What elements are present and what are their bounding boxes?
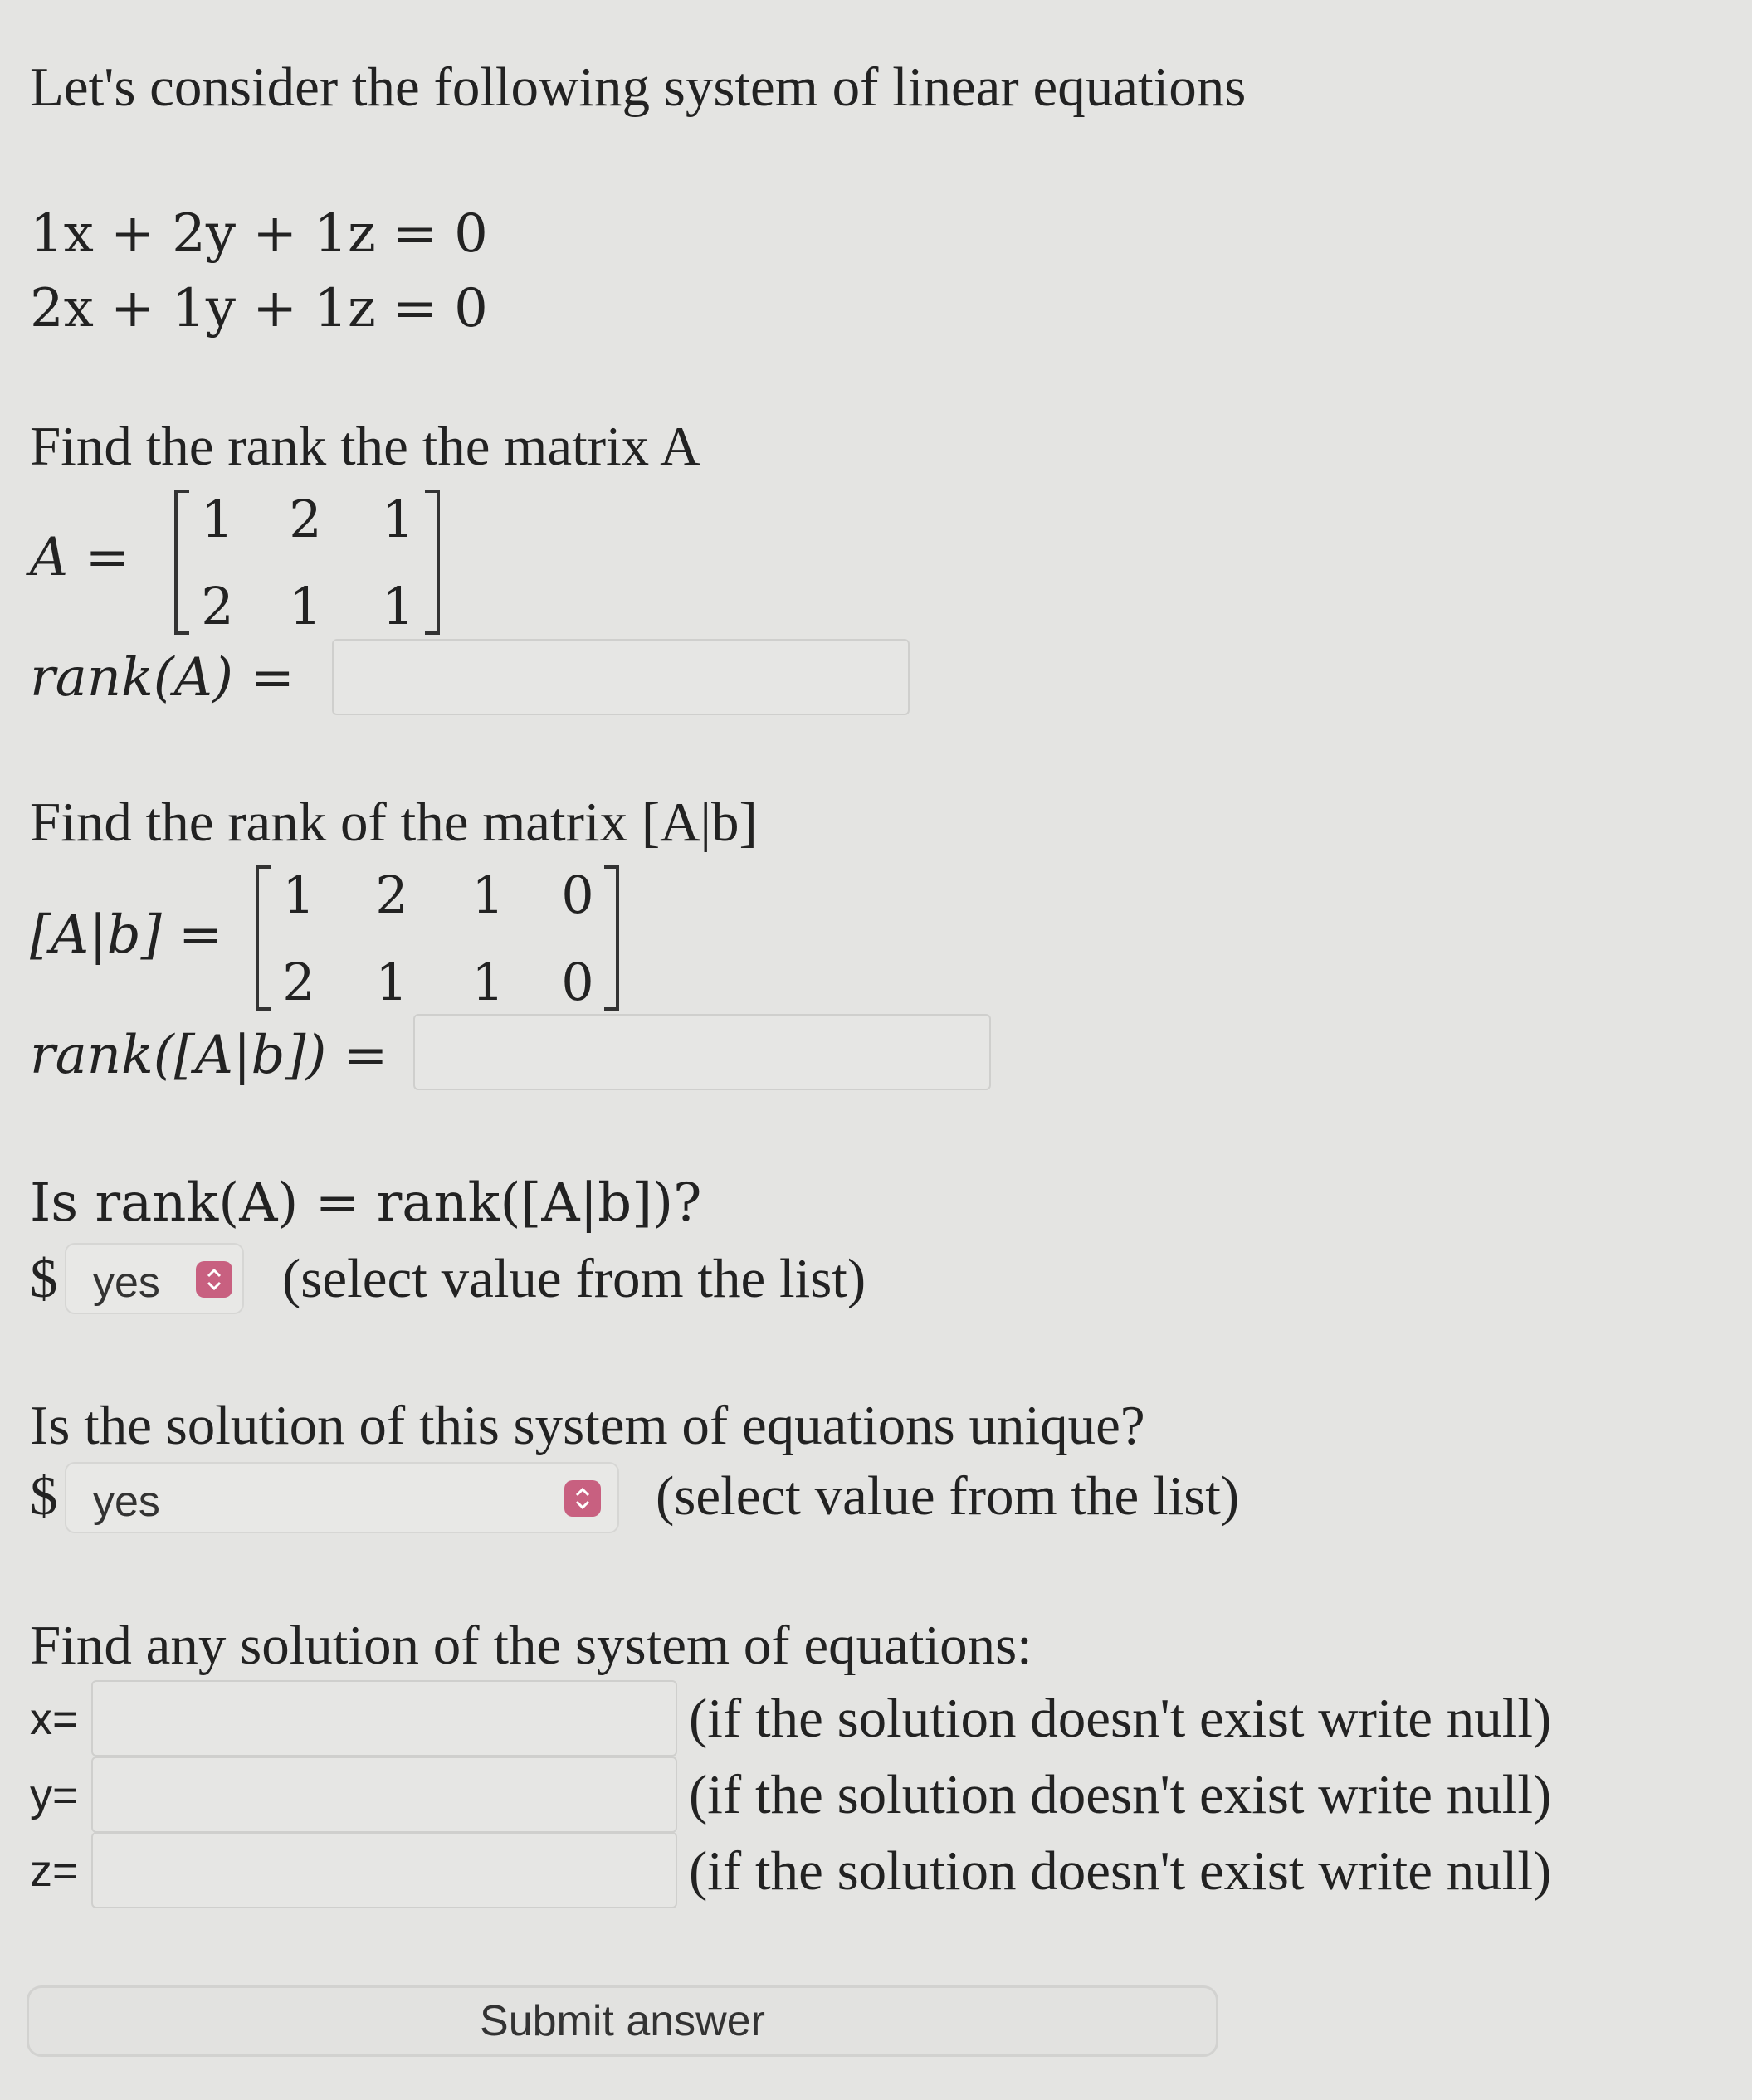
matrix-cell: 1 bbox=[382, 576, 415, 636]
y-hint: (if the solution doesn't exist write null) bbox=[689, 1764, 1552, 1825]
matrix-cell: 1 bbox=[471, 952, 505, 1012]
rank-ab-label: rank([A|b]) = bbox=[30, 1025, 388, 1086]
compare-select-value: yes bbox=[93, 1259, 160, 1307]
matrix-right-bracket bbox=[425, 490, 440, 635]
x-hint: (if the solution doesn't exist write null) bbox=[689, 1688, 1552, 1749]
solution-prompt: Find any solution of the system of equations: bbox=[30, 1615, 1032, 1676]
x-label: x= bbox=[30, 1694, 79, 1744]
matrix-a-label: A = bbox=[30, 527, 130, 588]
matrix-cell: 1 bbox=[282, 865, 315, 925]
z-input[interactable] bbox=[91, 1832, 677, 1908]
unique-prompt: Is the solution of this system of equations unique? bbox=[30, 1395, 1145, 1456]
y-label: y= bbox=[30, 1771, 79, 1820]
matrix-cell: 1 bbox=[382, 489, 415, 549]
matrix-ab-label: [A|b] = bbox=[30, 904, 223, 966]
compare-select[interactable] bbox=[65, 1243, 244, 1314]
matrix-cell: 1 bbox=[471, 865, 505, 925]
intro-text: Let's consider the following system of linear equations bbox=[30, 56, 1247, 118]
matrix-cell: 2 bbox=[201, 576, 234, 636]
matrix-right-bracket bbox=[604, 865, 619, 1011]
matrix-left-bracket bbox=[256, 865, 271, 1011]
matrix-cell: 1 bbox=[375, 952, 408, 1012]
matrix-ab bbox=[256, 865, 619, 1011]
matrix-cell: 0 bbox=[561, 952, 594, 1012]
matrix-cell: 2 bbox=[282, 952, 315, 1012]
matrix-cell: 2 bbox=[375, 865, 408, 925]
unique-dollar: $ bbox=[30, 1465, 58, 1527]
stepper-icon[interactable] bbox=[196, 1261, 232, 1298]
stepper-icon[interactable] bbox=[564, 1480, 601, 1517]
z-label: z= bbox=[30, 1846, 79, 1896]
rank-a-input[interactable] bbox=[332, 639, 910, 715]
unique-hint: (select value from the list) bbox=[656, 1465, 1240, 1527]
compare-hint: (select value from the list) bbox=[282, 1248, 866, 1309]
matrix-cell: 2 bbox=[289, 489, 322, 549]
matrix-cell: 1 bbox=[289, 576, 322, 636]
rank-a-prompt: Find the rank the the matrix A bbox=[30, 416, 700, 477]
y-input[interactable] bbox=[91, 1756, 677, 1833]
matrix-a bbox=[174, 490, 440, 635]
equation-2: 2x + 1y + 1z = 0 bbox=[30, 278, 488, 339]
z-hint: (if the solution doesn't exist write null) bbox=[689, 1840, 1552, 1902]
rank-a-label: rank(A) = bbox=[30, 647, 295, 709]
rank-ab-prompt: Find the rank of the matrix [A|b] bbox=[30, 792, 758, 853]
matrix-cell: 1 bbox=[201, 489, 234, 549]
unique-select-value: yes bbox=[93, 1478, 160, 1526]
rank-ab-input[interactable] bbox=[413, 1014, 991, 1090]
compare-dollar: $ bbox=[30, 1248, 58, 1309]
equation-1: 1x + 2y + 1z = 0 bbox=[30, 203, 488, 265]
submit-answer-button[interactable]: Submit answer bbox=[27, 1985, 1218, 2057]
unique-select[interactable] bbox=[65, 1462, 619, 1533]
matrix-left-bracket bbox=[174, 490, 189, 635]
compare-prompt: Is rank(A) = rank([A|b])? bbox=[30, 1172, 702, 1234]
matrix-cell: 0 bbox=[561, 865, 594, 925]
x-input[interactable] bbox=[91, 1680, 677, 1756]
